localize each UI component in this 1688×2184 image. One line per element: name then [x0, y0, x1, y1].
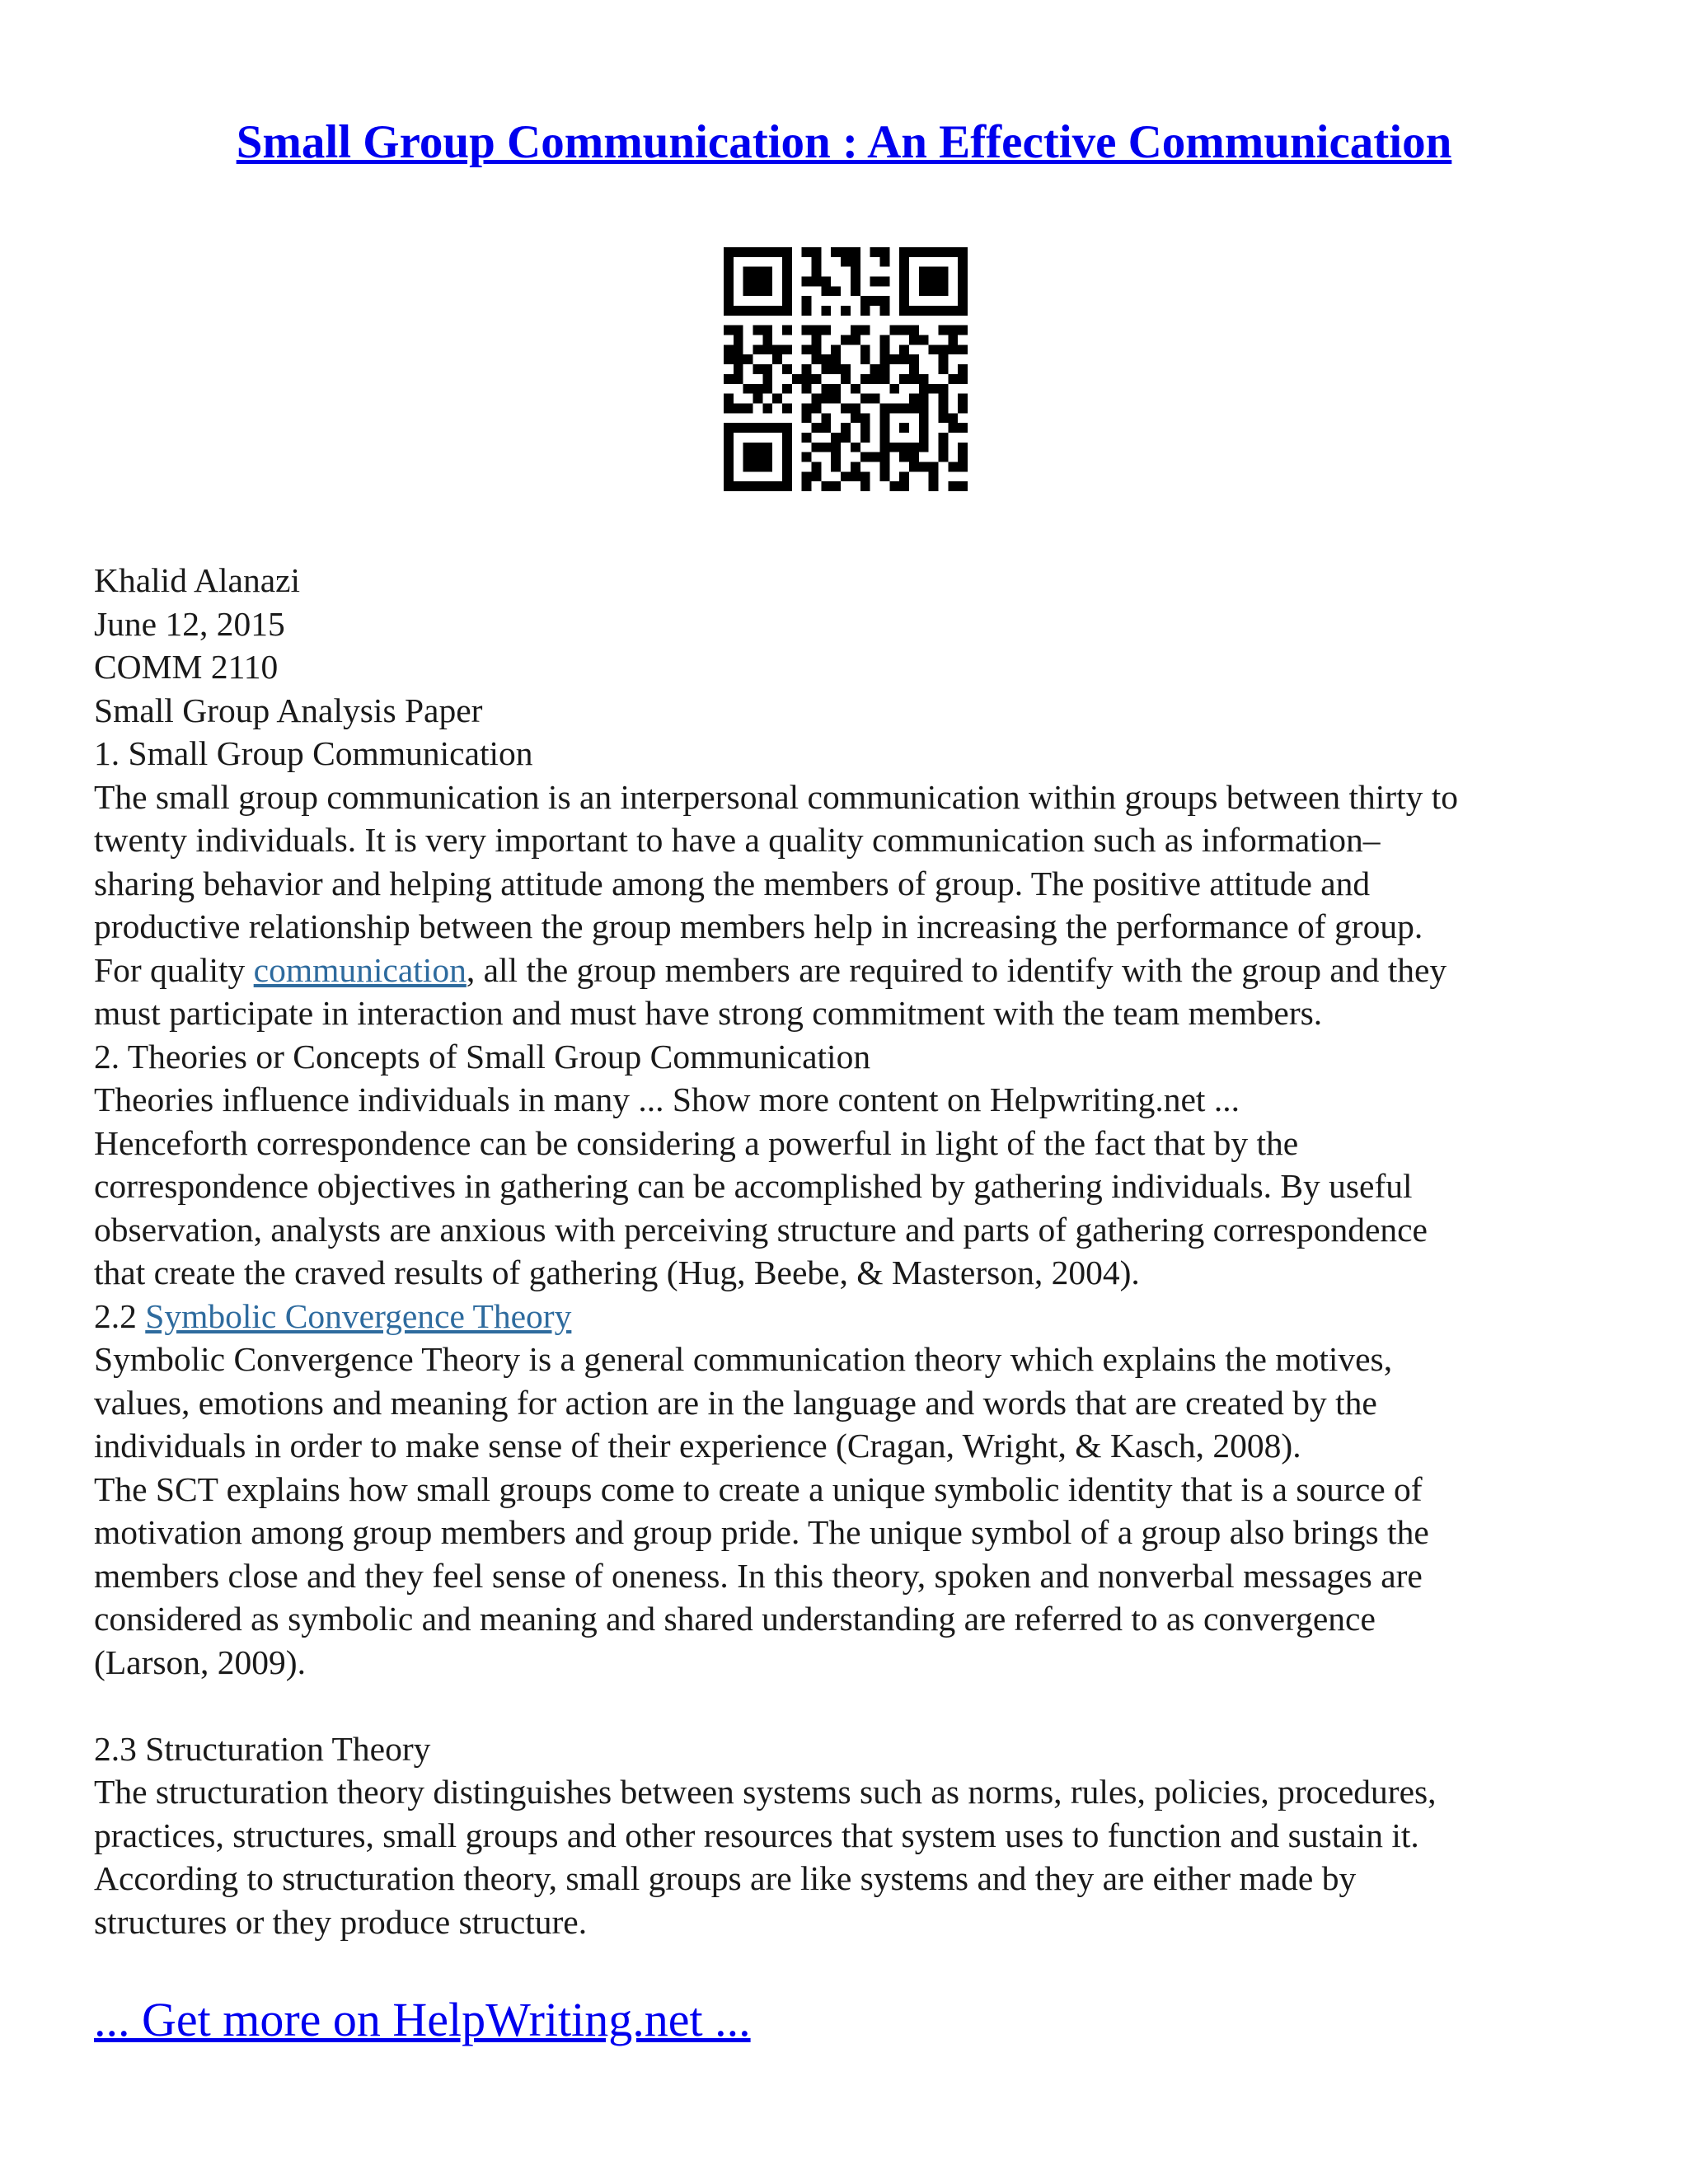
paragraph-spacer: [94, 1684, 1594, 1727]
paragraph-line: must participate in interaction and must have strong commitment with the team members.: [94, 994, 1323, 1032]
paragraph-line: twenty individuals. It is very important to have a quality communication such as information–: [94, 821, 1381, 859]
author-name: Khalid Alanazi: [94, 561, 301, 599]
paragraph-line: considered as symbolic and meaning and shared understanding are referred to as convergence: [94, 1600, 1376, 1638]
symbolic-convergence-theory-link[interactable]: Symbolic Convergence Theory: [145, 1296, 572, 1335]
qr-code-icon: [724, 247, 968, 491]
paragraph-line: productive relationship between the group members help in increasing the performance of group.: [94, 907, 1423, 945]
paragraph-line: The small group communication is an interpersonal communication within groups between thirty to: [94, 777, 1459, 816]
paragraph-line: individuals in order to make sense of their experience (Cragan, Wright, & Kasch, 2008).: [94, 1427, 1301, 1465]
paper-type: Small Group Analysis Paper: [94, 691, 483, 729]
section-number: 2.2: [94, 1296, 146, 1335]
paragraph-line: Symbolic Convergence Theory is a general communication theory which explains the motives,: [94, 1340, 1393, 1378]
paragraph-text: , all the group members are required to identify with the group and they: [466, 950, 1447, 989]
paragraph-line: values, emotions and meaning for action are in the language and words that are created by the: [94, 1383, 1377, 1422]
paragraph-line: practices, structures, small groups and other resources that system uses to function and sustain it.: [94, 1816, 1419, 1854]
paragraph-line: members close and they feel sense of oneness. In this theory, spoken and nonverbal messages are: [94, 1556, 1423, 1595]
show-more-teaser: Theories influence individuals in many ... Show more content on Helpwriting.net ...: [94, 1080, 1240, 1118]
paragraph-line: (Larson, 2009).: [94, 1643, 307, 1681]
section-2-2-heading: [94, 1295, 1594, 1338]
paragraph-line: According to structuration theory, small groups are like systems and they are either made by: [94, 1859, 1357, 1897]
document-title: [0, 114, 1688, 171]
document-date: June 12, 2015: [94, 604, 285, 643]
paragraph-line: observation, analysts are anxious with perceiving structure and parts of gathering correspondence: [94, 1210, 1428, 1249]
section-2-3-heading: 2.3 Structuration Theory: [94, 1729, 431, 1768]
footer: [94, 1991, 751, 2049]
get-more-link[interactable]: ... Get more on HelpWriting.net ...: [94, 1993, 751, 2046]
title-link[interactable]: Small Group Communication : An Effective Communication: [236, 116, 1452, 168]
course-code: COMM 2110: [94, 648, 279, 686]
communication-link[interactable]: communication: [253, 950, 467, 989]
paragraph-line: Henceforth correspondence can be considering a powerful in light of the fact that by the: [94, 1123, 1299, 1162]
section-1-heading: 1. Small Group Communication: [94, 734, 533, 772]
paragraph-line: structures or they produce structure.: [94, 1902, 588, 1941]
paragraph-line: [94, 949, 1594, 992]
paragraph-line: The SCT explains how small groups come to create a unique symbolic identity that is a source of: [94, 1469, 1423, 1508]
paragraph-line: sharing behavior and helping attitude among the members of group. The positive attitude and: [94, 864, 1371, 902]
document-body: [94, 559, 1594, 1943]
paragraph-line: The structuration theory distinguishes between systems such as norms, rules, policies, procedures,: [94, 1773, 1437, 1811]
section-2-heading: 2. Theories or Concepts of Small Group Communication: [94, 1037, 871, 1076]
paragraph-line: that create the craved results of gathering (Hug, Beebe, & Masterson, 2004).: [94, 1254, 1140, 1291]
paragraph-text: For quality: [94, 950, 254, 989]
paragraph-line: correspondence objectives in gathering can be accomplished by gathering individuals. By useful: [94, 1167, 1413, 1205]
paragraph-line: motivation among group members and group pride. The unique symbol of a group also brings the: [94, 1513, 1429, 1551]
